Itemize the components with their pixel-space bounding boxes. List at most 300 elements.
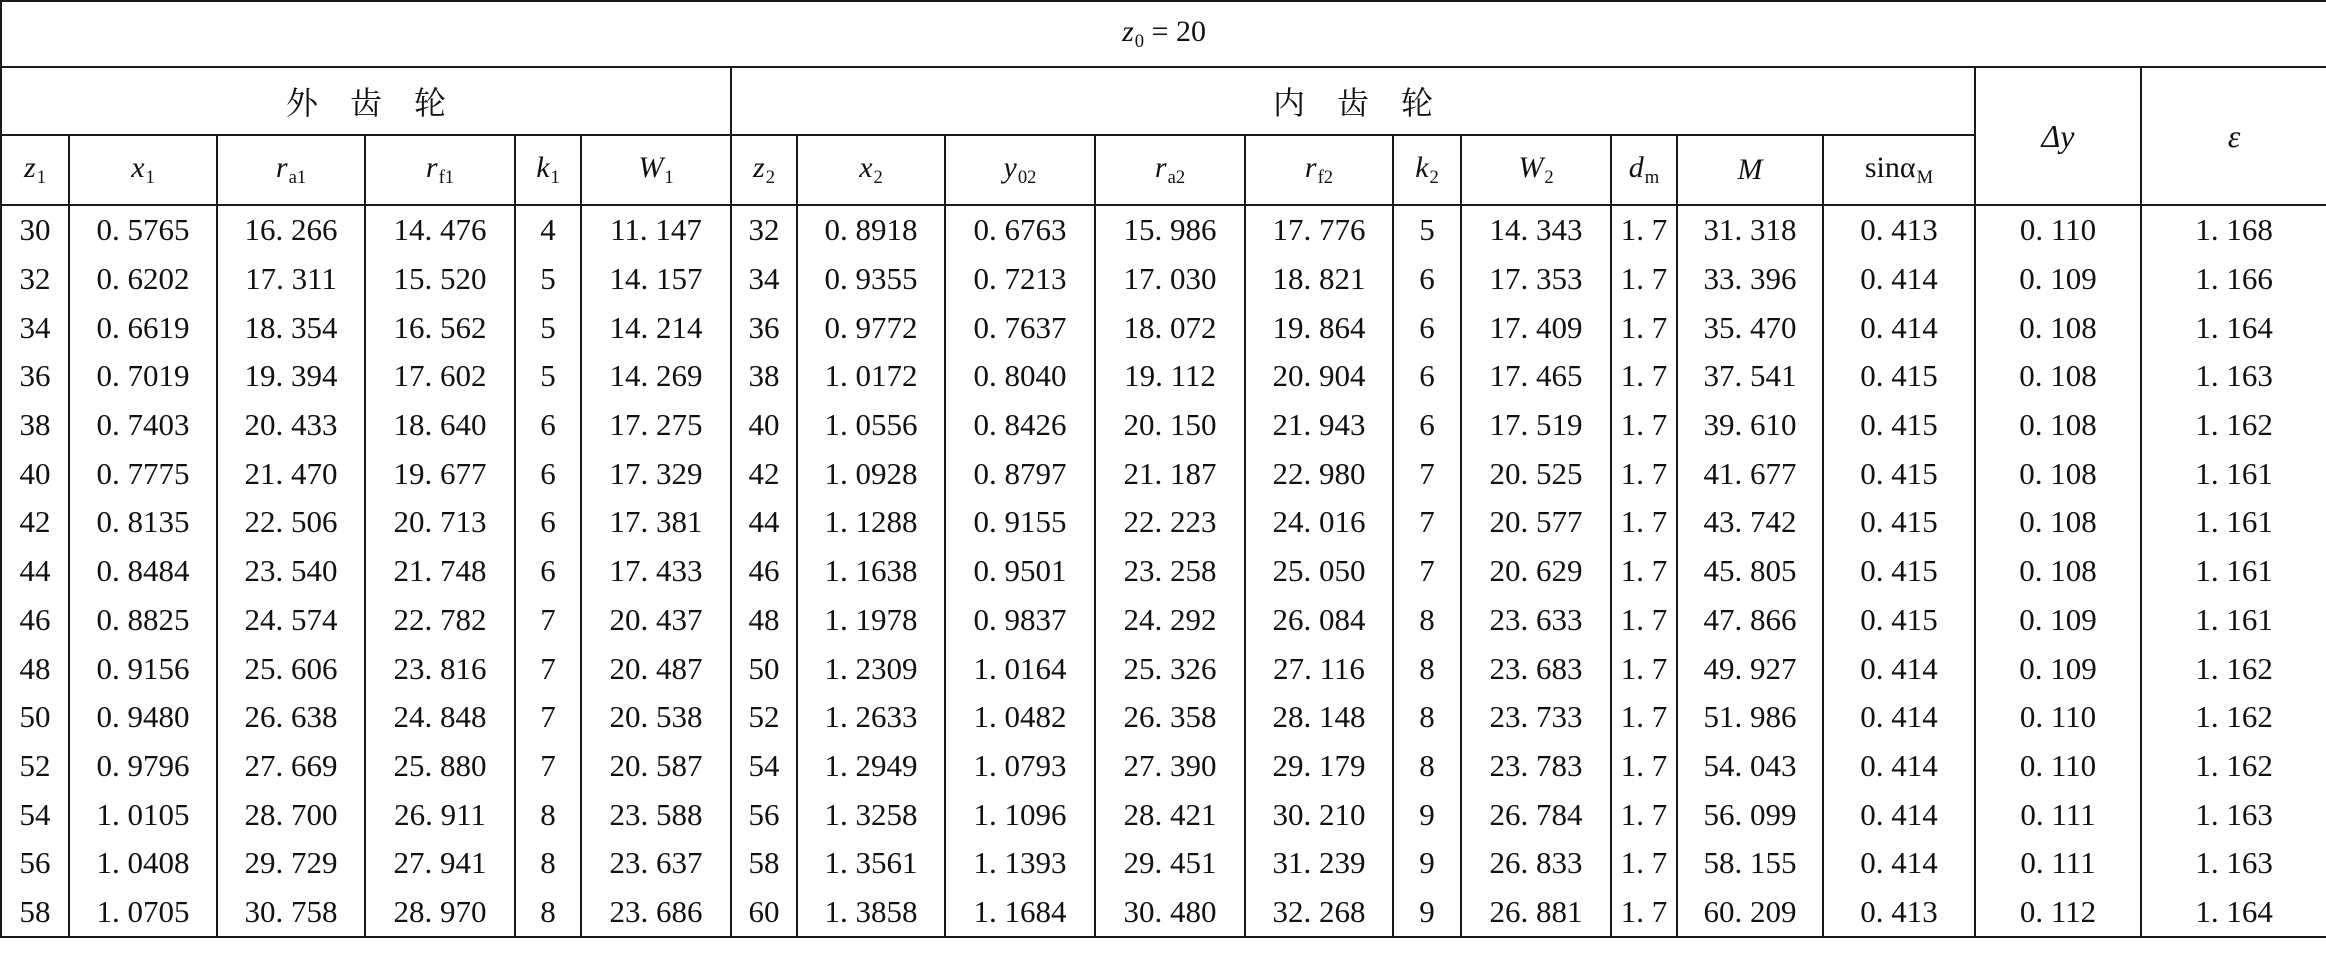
cell-z2: 38 [731, 352, 797, 401]
cell-rf1: 28. 970 [365, 888, 515, 938]
table-row [1, 498, 2326, 547]
cell-dy: 0. 110 [1975, 205, 2141, 255]
column-header-y02-symbol: y [1003, 150, 1017, 184]
cell-ra1: 30. 758 [217, 888, 365, 938]
cell-x1: 1. 0705 [69, 888, 217, 938]
cell-M: 56. 099 [1677, 790, 1823, 839]
column-header-x1 [69, 135, 217, 205]
cell-ra2: 27. 390 [1095, 742, 1245, 791]
cell-k2: 7 [1393, 547, 1461, 596]
cell-rf2: 25. 050 [1245, 547, 1393, 596]
cell-k2: 8 [1393, 742, 1461, 791]
table-row [1, 449, 2326, 498]
cell-dy: 0. 108 [1975, 352, 2141, 401]
cell-x2: 0. 9355 [797, 255, 945, 304]
cell-z1: 30 [1, 205, 69, 255]
cell-dy: 0. 108 [1975, 547, 2141, 596]
cell-sina: 0. 414 [1823, 790, 1975, 839]
cell-z1: 42 [1, 498, 69, 547]
cell-M: 60. 209 [1677, 888, 1823, 938]
column-header-W1-subscript: 1 [664, 167, 674, 189]
column-header-dm-symbol: d [1628, 150, 1644, 184]
column-header-ra1-symbol: r [275, 150, 288, 184]
cell-k1: 7 [515, 693, 581, 742]
cell-k2: 6 [1393, 401, 1461, 450]
cell-y02: 0. 9837 [945, 596, 1095, 645]
cell-x2: 0. 8918 [797, 205, 945, 255]
cell-rf1: 27. 941 [365, 839, 515, 888]
cell-dy: 0. 109 [1975, 255, 2141, 304]
cell-x1: 0. 9796 [69, 742, 217, 791]
cell-x1: 0. 9156 [69, 644, 217, 693]
cell-k2: 9 [1393, 790, 1461, 839]
column-header-W1-symbol: W [638, 150, 664, 184]
column-header-k2-symbol: k [1415, 150, 1429, 184]
cell-y02: 0. 6763 [945, 205, 1095, 255]
cell-W2: 23. 633 [1461, 596, 1611, 645]
cell-x2: 1. 2949 [797, 742, 945, 791]
column-header-dm-subscript: m [1644, 167, 1660, 189]
cell-W1: 17. 433 [581, 547, 731, 596]
cell-k2: 5 [1393, 205, 1461, 255]
cell-y02: 1. 0793 [945, 742, 1095, 791]
cell-eps: 1. 162 [2141, 693, 2326, 742]
cell-k1: 6 [515, 547, 581, 596]
table-row [1, 742, 2326, 791]
cell-rf1: 14. 476 [365, 205, 515, 255]
cell-W1: 17. 381 [581, 498, 731, 547]
cell-x2: 1. 3561 [797, 839, 945, 888]
cell-z1: 58 [1, 888, 69, 938]
cell-x2: 1. 2633 [797, 693, 945, 742]
column-header-rf1-symbol: r [425, 150, 438, 184]
cell-x2: 1. 3258 [797, 790, 945, 839]
cell-rf1: 21. 748 [365, 547, 515, 596]
column-header-sina-symbol: sinα [1864, 150, 1916, 184]
cell-rf1: 26. 911 [365, 790, 515, 839]
cell-ra2: 25. 326 [1095, 644, 1245, 693]
cell-x1: 0. 9480 [69, 693, 217, 742]
group-header-external-gear: 外 齿 轮 [1, 67, 731, 135]
cell-x1: 0. 7019 [69, 352, 217, 401]
column-header-k1 [515, 135, 581, 205]
cell-dm: 1. 7 [1611, 352, 1677, 401]
cell-ra2: 24. 292 [1095, 596, 1245, 645]
column-header-x2-symbol: x [859, 150, 873, 184]
column-header-ra1 [217, 135, 365, 205]
cell-z1: 46 [1, 596, 69, 645]
cell-W2: 23. 683 [1461, 644, 1611, 693]
table-row [1, 596, 2326, 645]
cell-W2: 20. 577 [1461, 498, 1611, 547]
cell-z2: 42 [731, 449, 797, 498]
cell-rf1: 24. 848 [365, 693, 515, 742]
cell-eps: 1. 164 [2141, 303, 2326, 352]
column-header-z1-symbol: z [24, 150, 36, 184]
cell-k2: 6 [1393, 303, 1461, 352]
cell-z2: 32 [731, 205, 797, 255]
cell-rf1: 15. 520 [365, 255, 515, 304]
cell-rf1: 19. 677 [365, 449, 515, 498]
cell-ra1: 27. 669 [217, 742, 365, 791]
cell-rf1: 17. 602 [365, 352, 515, 401]
cell-rf2: 18. 821 [1245, 255, 1393, 304]
cell-ra1: 22. 506 [217, 498, 365, 547]
cell-rf1: 23. 816 [365, 644, 515, 693]
cell-M: 33. 396 [1677, 255, 1823, 304]
cell-x1: 1. 0105 [69, 790, 217, 839]
cell-W1: 14. 214 [581, 303, 731, 352]
column-header-z2-subscript: 2 [765, 167, 775, 189]
column-header-W2 [1461, 135, 1611, 205]
cell-sina: 0. 414 [1823, 303, 1975, 352]
cell-sina: 0. 415 [1823, 547, 1975, 596]
column-header-ra1-subscript: a1 [288, 167, 307, 189]
cell-W1: 14. 269 [581, 352, 731, 401]
cell-z1: 52 [1, 742, 69, 791]
table-row [1, 547, 2326, 596]
cell-k1: 7 [515, 644, 581, 693]
cell-x1: 0. 6619 [69, 303, 217, 352]
cell-k1: 8 [515, 790, 581, 839]
cell-k2: 8 [1393, 693, 1461, 742]
cell-eps: 1. 168 [2141, 205, 2326, 255]
column-header-y02 [945, 135, 1095, 205]
cell-sina: 0. 414 [1823, 644, 1975, 693]
cell-k1: 4 [515, 205, 581, 255]
cell-dm: 1. 7 [1611, 205, 1677, 255]
cell-z1: 54 [1, 790, 69, 839]
cell-eps: 1. 162 [2141, 644, 2326, 693]
cell-x1: 0. 5765 [69, 205, 217, 255]
column-header-sina [1823, 135, 1975, 205]
cell-W2: 26. 784 [1461, 790, 1611, 839]
cell-ra2: 15. 986 [1095, 205, 1245, 255]
cell-z1: 40 [1, 449, 69, 498]
cell-dm: 1. 7 [1611, 790, 1677, 839]
cell-W2: 26. 881 [1461, 888, 1611, 938]
cell-eps: 1. 164 [2141, 888, 2326, 938]
column-header-k2 [1393, 135, 1461, 205]
cell-M: 43. 742 [1677, 498, 1823, 547]
column-header-y02-subscript: 02 [1017, 167, 1037, 189]
cell-z2: 44 [731, 498, 797, 547]
cell-dy: 0. 108 [1975, 401, 2141, 450]
cell-dm: 1. 7 [1611, 449, 1677, 498]
cell-M: 54. 043 [1677, 742, 1823, 791]
cell-k2: 6 [1393, 352, 1461, 401]
cell-ra2: 28. 421 [1095, 790, 1245, 839]
cell-ra1: 16. 266 [217, 205, 365, 255]
cell-dy: 0. 109 [1975, 596, 2141, 645]
cell-rf2: 31. 239 [1245, 839, 1393, 888]
cell-dm: 1. 7 [1611, 255, 1677, 304]
cell-W2: 23. 783 [1461, 742, 1611, 791]
cell-y02: 1. 1684 [945, 888, 1095, 938]
cell-k1: 5 [515, 303, 581, 352]
table-row [1, 693, 2326, 742]
cell-z1: 44 [1, 547, 69, 596]
cell-rf2: 22. 980 [1245, 449, 1393, 498]
cell-M: 45. 805 [1677, 547, 1823, 596]
cell-rf2: 26. 084 [1245, 596, 1393, 645]
column-header-rf1-subscript: f1 [438, 167, 455, 189]
cell-W2: 17. 519 [1461, 401, 1611, 450]
cell-ra1: 20. 433 [217, 401, 365, 450]
cell-x2: 1. 3858 [797, 888, 945, 938]
cell-ra1: 25. 606 [217, 644, 365, 693]
cell-y02: 0. 8426 [945, 401, 1095, 450]
cell-y02: 0. 8040 [945, 352, 1095, 401]
cell-eps: 1. 161 [2141, 596, 2326, 645]
cell-eps: 1. 162 [2141, 401, 2326, 450]
cell-W2: 26. 833 [1461, 839, 1611, 888]
cell-M: 49. 927 [1677, 644, 1823, 693]
column-header-M [1677, 135, 1823, 205]
cell-W2: 17. 409 [1461, 303, 1611, 352]
column-header-z2-symbol: z [753, 150, 765, 184]
table-row [1, 888, 2326, 938]
cell-W1: 11. 147 [581, 205, 731, 255]
table-row [1, 352, 2326, 401]
cell-rf1: 20. 713 [365, 498, 515, 547]
cell-M: 39. 610 [1677, 401, 1823, 450]
cell-y02: 0. 9501 [945, 547, 1095, 596]
cell-W2: 17. 465 [1461, 352, 1611, 401]
cell-rf1: 16. 562 [365, 303, 515, 352]
cell-dm: 1. 7 [1611, 401, 1677, 450]
table-title [1, 1, 2326, 67]
column-header-sina-subscript: M [1916, 167, 1934, 189]
cell-dy: 0. 110 [1975, 742, 2141, 791]
cell-ra2: 22. 223 [1095, 498, 1245, 547]
cell-M: 37. 541 [1677, 352, 1823, 401]
column-header-W2-symbol: W [1518, 150, 1544, 184]
cell-rf1: 18. 640 [365, 401, 515, 450]
column-header-ra2-subscript: a2 [1167, 167, 1186, 189]
cell-sina: 0. 413 [1823, 888, 1975, 938]
cell-z2: 40 [731, 401, 797, 450]
cell-y02: 0. 8797 [945, 449, 1095, 498]
column-header-dm [1611, 135, 1677, 205]
cell-k2: 8 [1393, 596, 1461, 645]
cell-k1: 8 [515, 888, 581, 938]
group-header-internal-gear: 内 齿 轮 [731, 67, 1975, 135]
cell-W2: 20. 525 [1461, 449, 1611, 498]
cell-ra2: 20. 150 [1095, 401, 1245, 450]
cell-z2: 46 [731, 547, 797, 596]
cell-k1: 7 [515, 742, 581, 791]
table-row [1, 790, 2326, 839]
cell-sina: 0. 415 [1823, 596, 1975, 645]
column-header-k1-subscript: 1 [550, 167, 560, 189]
cell-x2: 1. 0928 [797, 449, 945, 498]
cell-z2: 54 [731, 742, 797, 791]
cell-rf2: 30. 210 [1245, 790, 1393, 839]
column-header-k1-symbol: k [536, 150, 550, 184]
table-row [1, 303, 2326, 352]
header-epsilon-symbol: ε [2227, 117, 2241, 154]
cell-W1: 23. 637 [581, 839, 731, 888]
column-header-rf2 [1245, 135, 1393, 205]
cell-W2: 14. 343 [1461, 205, 1611, 255]
cell-k2: 9 [1393, 888, 1461, 938]
table-body [1, 205, 2326, 937]
cell-k1: 7 [515, 596, 581, 645]
title-subscript: 0 [1134, 31, 1145, 53]
column-header-z2 [731, 135, 797, 205]
cell-y02: 1. 1393 [945, 839, 1095, 888]
column-header-rf2-symbol: r [1304, 150, 1317, 184]
title-value: = 20 [1144, 14, 1207, 48]
cell-z1: 36 [1, 352, 69, 401]
column-header-W1 [581, 135, 731, 205]
cell-M: 47. 866 [1677, 596, 1823, 645]
cell-ra2: 26. 358 [1095, 693, 1245, 742]
cell-eps: 1. 161 [2141, 498, 2326, 547]
cell-x2: 1. 0556 [797, 401, 945, 450]
cell-z1: 34 [1, 303, 69, 352]
cell-sina: 0. 415 [1823, 498, 1975, 547]
cell-k2: 6 [1393, 255, 1461, 304]
cell-ra1: 17. 311 [217, 255, 365, 304]
cell-z2: 56 [731, 790, 797, 839]
cell-ra1: 28. 700 [217, 790, 365, 839]
cell-k2: 9 [1393, 839, 1461, 888]
cell-eps: 1. 166 [2141, 255, 2326, 304]
cell-ra2: 19. 112 [1095, 352, 1245, 401]
cell-x2: 1. 0172 [797, 352, 945, 401]
cell-k2: 7 [1393, 498, 1461, 547]
cell-ra1: 19. 394 [217, 352, 365, 401]
cell-ra2: 17. 030 [1095, 255, 1245, 304]
cell-z2: 52 [731, 693, 797, 742]
cell-z2: 58 [731, 839, 797, 888]
cell-sina: 0. 415 [1823, 401, 1975, 450]
cell-W1: 17. 275 [581, 401, 731, 450]
cell-x1: 1. 0408 [69, 839, 217, 888]
cell-ra1: 26. 638 [217, 693, 365, 742]
cell-z1: 48 [1, 644, 69, 693]
cell-W1: 20. 538 [581, 693, 731, 742]
cell-x2: 0. 9772 [797, 303, 945, 352]
cell-x2: 1. 2309 [797, 644, 945, 693]
cell-x2: 1. 1978 [797, 596, 945, 645]
cell-ra2: 23. 258 [1095, 547, 1245, 596]
cell-ra1: 23. 540 [217, 547, 365, 596]
cell-k1: 6 [515, 401, 581, 450]
table-row [1, 401, 2326, 450]
cell-dm: 1. 7 [1611, 742, 1677, 791]
cell-x1: 0. 7403 [69, 401, 217, 450]
cell-dm: 1. 7 [1611, 644, 1677, 693]
cell-eps: 1. 161 [2141, 449, 2326, 498]
cell-eps: 1. 162 [2141, 742, 2326, 791]
cell-sina: 0. 415 [1823, 449, 1975, 498]
title-symbol: z [1122, 14, 1134, 48]
cell-z1: 50 [1, 693, 69, 742]
cell-dy: 0. 111 [1975, 839, 2141, 888]
column-header-rf1 [365, 135, 515, 205]
cell-dm: 1. 7 [1611, 547, 1677, 596]
cell-ra1: 21. 470 [217, 449, 365, 498]
cell-W1: 20. 487 [581, 644, 731, 693]
column-header-z1 [1, 135, 69, 205]
cell-dy: 0. 112 [1975, 888, 2141, 938]
cell-dy: 0. 111 [1975, 790, 2141, 839]
cell-dy: 0. 110 [1975, 693, 2141, 742]
table-row [1, 839, 2326, 888]
cell-x1: 0. 7775 [69, 449, 217, 498]
cell-W2: 23. 733 [1461, 693, 1611, 742]
cell-x2: 1. 1638 [797, 547, 945, 596]
cell-y02: 1. 0482 [945, 693, 1095, 742]
cell-y02: 0. 9155 [945, 498, 1095, 547]
cell-rf2: 28. 148 [1245, 693, 1393, 742]
cell-M: 58. 155 [1677, 839, 1823, 888]
cell-ra2: 29. 451 [1095, 839, 1245, 888]
cell-z2: 60 [731, 888, 797, 938]
cell-W1: 23. 588 [581, 790, 731, 839]
cell-dy: 0. 108 [1975, 449, 2141, 498]
cell-rf2: 29. 179 [1245, 742, 1393, 791]
cell-z1: 32 [1, 255, 69, 304]
cell-y02: 0. 7213 [945, 255, 1095, 304]
cell-dy: 0. 108 [1975, 498, 2141, 547]
column-header-x2-subscript: 2 [873, 167, 883, 189]
cell-ra1: 29. 729 [217, 839, 365, 888]
cell-ra2: 18. 072 [1095, 303, 1245, 352]
cell-rf2: 24. 016 [1245, 498, 1393, 547]
cell-ra1: 24. 574 [217, 596, 365, 645]
cell-z2: 50 [731, 644, 797, 693]
cell-k2: 7 [1393, 449, 1461, 498]
cell-W2: 17. 353 [1461, 255, 1611, 304]
cell-rf2: 21. 943 [1245, 401, 1393, 450]
column-header-ra2 [1095, 135, 1245, 205]
cell-y02: 1. 1096 [945, 790, 1095, 839]
cell-x1: 0. 6202 [69, 255, 217, 304]
cell-M: 31. 318 [1677, 205, 1823, 255]
header-epsilon [2141, 67, 2326, 205]
cell-ra2: 30. 480 [1095, 888, 1245, 938]
cell-eps: 1. 161 [2141, 547, 2326, 596]
cell-rf2: 19. 864 [1245, 303, 1393, 352]
cell-k2: 8 [1393, 644, 1461, 693]
cell-W2: 20. 629 [1461, 547, 1611, 596]
column-header-rf2-subscript: f2 [1317, 167, 1334, 189]
cell-dm: 1. 7 [1611, 596, 1677, 645]
cell-rf2: 27. 116 [1245, 644, 1393, 693]
cell-M: 51. 986 [1677, 693, 1823, 742]
cell-k1: 6 [515, 498, 581, 547]
cell-dm: 1. 7 [1611, 498, 1677, 547]
cell-x2: 1. 1288 [797, 498, 945, 547]
cell-dm: 1. 7 [1611, 303, 1677, 352]
cell-rf1: 22. 782 [365, 596, 515, 645]
cell-x1: 0. 8135 [69, 498, 217, 547]
cell-W1: 23. 686 [581, 888, 731, 938]
cell-W1: 20. 437 [581, 596, 731, 645]
cell-k1: 6 [515, 449, 581, 498]
cell-dm: 1. 7 [1611, 693, 1677, 742]
cell-rf2: 32. 268 [1245, 888, 1393, 938]
cell-eps: 1. 163 [2141, 790, 2326, 839]
cell-rf2: 20. 904 [1245, 352, 1393, 401]
cell-x1: 0. 8825 [69, 596, 217, 645]
header-delta-y-symbol: Δy [2041, 117, 2075, 154]
cell-eps: 1. 163 [2141, 352, 2326, 401]
